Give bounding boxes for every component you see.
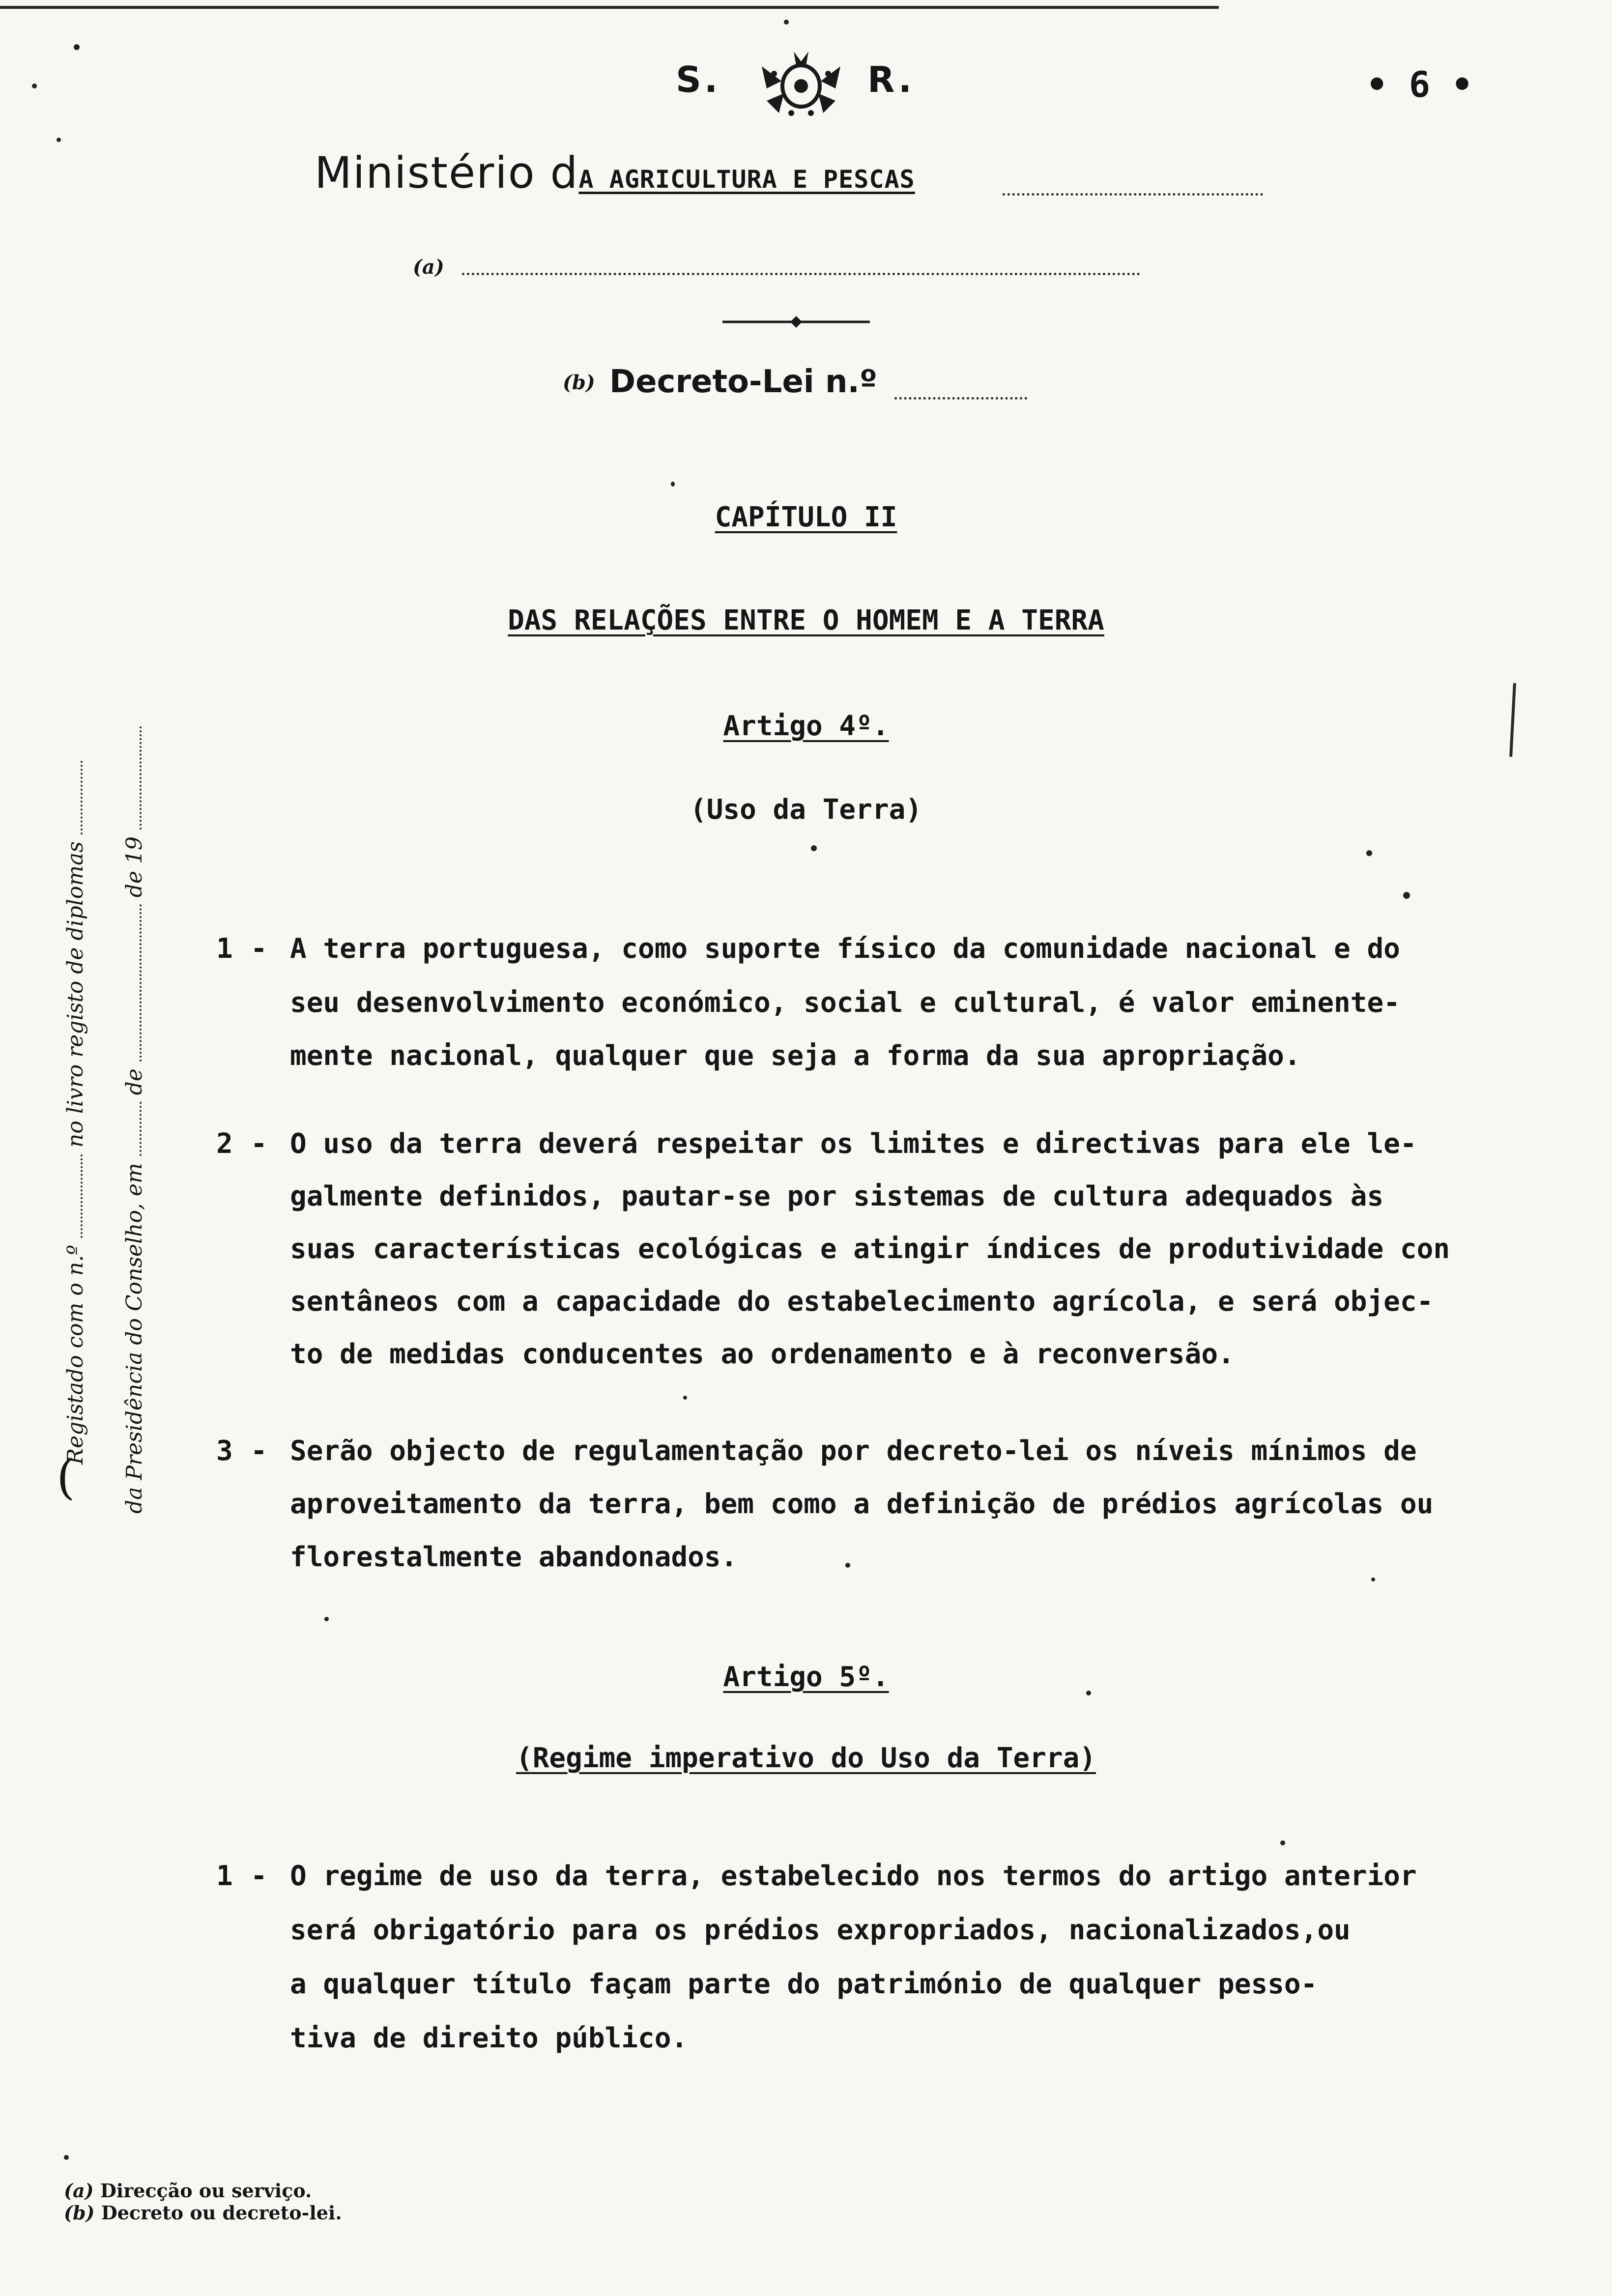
speck bbox=[32, 84, 37, 88]
footnote-b bbox=[64, 2202, 342, 2224]
line-a-fill-line bbox=[462, 273, 1140, 275]
clause-line: seu desenvolvimento económico, social e cultural, é valor eminente- bbox=[290, 987, 1400, 1019]
speck bbox=[324, 1617, 329, 1621]
clause-line: mente nacional, qualquer que seja a forma da sua apropriação. bbox=[290, 1040, 1301, 1072]
decreto-fill-line bbox=[894, 397, 1027, 400]
margin-bracket: ( bbox=[57, 1450, 75, 1505]
article5-subtitle bbox=[0, 1742, 1612, 1774]
speck bbox=[1280, 1840, 1285, 1845]
clause-line: será obrigatório para os prédios expropriados, nacionalizados,ou bbox=[290, 1914, 1351, 1946]
clause-line: Serão objecto de regulamentação por decreto-lei os níveis mínimos de bbox=[290, 1435, 1417, 1467]
margin-text: Registado com o n.º bbox=[63, 1245, 88, 1464]
speck bbox=[845, 1563, 850, 1568]
clause-dash: - bbox=[251, 1435, 267, 1467]
clause-line: florestalmente abandonados. bbox=[290, 1541, 738, 1573]
speck bbox=[1371, 1578, 1375, 1581]
article4-subtitle bbox=[0, 794, 1612, 826]
margin-text: da Presidência do Conselho, em bbox=[122, 1163, 147, 1514]
ministry-prefix: Ministério d bbox=[315, 147, 579, 198]
speck bbox=[683, 1396, 687, 1400]
clause-dash: - bbox=[251, 933, 267, 965]
article5-subtitle-text: (Regime imperativo do Uso da Terra) bbox=[516, 1742, 1096, 1774]
speck bbox=[671, 482, 675, 487]
footnote-text: Decreto ou decreto-lei. bbox=[101, 2202, 342, 2224]
page-number-value: 6 bbox=[1409, 64, 1431, 105]
ministry-line bbox=[315, 147, 1268, 198]
speck bbox=[1403, 892, 1410, 899]
clause-line: O regime de uso da terra, estabelecido nos termos do artigo anterior bbox=[290, 1860, 1417, 1892]
article4-title-text: Artigo 4º. bbox=[723, 710, 889, 742]
margin-fill-line bbox=[81, 761, 83, 834]
clause-line: aproveitamento da terra, bem como a definição de prédios agrícolas ou bbox=[290, 1488, 1434, 1520]
clause-dash: - bbox=[251, 1860, 267, 1892]
margin-fill-line bbox=[81, 1154, 83, 1238]
clause-line: suas características ecológicas e atingir índices de produtividade con bbox=[290, 1233, 1450, 1265]
clause-number: 1 bbox=[216, 1860, 233, 1892]
article5-title-text: Artigo 5º. bbox=[723, 1661, 889, 1693]
margin-fill-line bbox=[140, 726, 142, 830]
chapter-title-text: CAPÍTULO II bbox=[715, 501, 897, 533]
clause-line: tiva de direito público. bbox=[290, 2022, 688, 2054]
clause-line: A terra portuguesa, como suporte físico da comunidade nacional e do bbox=[290, 933, 1400, 965]
article4-title bbox=[0, 710, 1612, 742]
header-left-letter: S. bbox=[676, 59, 721, 100]
footnote-text: Direcção ou serviço. bbox=[100, 2180, 312, 2202]
clause-line: O uso da terra deverá respeitar os limites e directivas para ele le- bbox=[290, 1128, 1417, 1160]
page-number: • 6 • bbox=[1366, 64, 1473, 105]
clause-dash: - bbox=[251, 1128, 267, 1160]
speck bbox=[74, 44, 80, 50]
clause-number: 3 bbox=[216, 1435, 233, 1467]
article5-title bbox=[0, 1661, 1612, 1693]
clause-number: 1 bbox=[216, 933, 233, 965]
margin-fill-line bbox=[140, 904, 142, 1062]
divider-ornament bbox=[722, 315, 870, 329]
top-rule bbox=[0, 6, 1219, 9]
footnote-marker: (b) bbox=[64, 2202, 95, 2224]
speck bbox=[784, 20, 789, 25]
clause-number: 2 bbox=[216, 1128, 233, 1160]
speck bbox=[64, 2155, 69, 2160]
decreto-marker: (b) bbox=[563, 371, 595, 394]
footnote-marker: (a) bbox=[64, 2180, 94, 2202]
ministry-name: A AGRICULTURA E PESCAS bbox=[578, 165, 915, 194]
speck bbox=[1366, 850, 1372, 856]
line-a-marker: (a) bbox=[413, 256, 444, 279]
clause-line: galmente definidos, pautar-se por sistemas de cultura adequados às bbox=[290, 1180, 1384, 1212]
chapter-subtitle bbox=[0, 604, 1612, 636]
clause-line: to de medidas conducentes ao ordenamento e à reconversão. bbox=[290, 1338, 1235, 1370]
coat-of-arms-icon bbox=[752, 47, 850, 120]
article4-subtitle-text: (Uso da Terra) bbox=[690, 794, 922, 826]
decreto-label: Decreto-Lei n.º bbox=[609, 364, 877, 400]
ministry-fill-line bbox=[1003, 193, 1263, 196]
margin-text: de bbox=[122, 1068, 147, 1095]
margin-text: de 19 bbox=[122, 836, 147, 898]
margin-text: no livro bbox=[63, 1064, 88, 1148]
margin-registration-line-1 bbox=[63, 761, 88, 1464]
chapter-title bbox=[0, 501, 1612, 533]
speck bbox=[811, 845, 817, 851]
speck bbox=[1086, 1691, 1091, 1695]
clause-line: sentâneos com a capacidade do estabelecimento agrícola, e será objec- bbox=[290, 1286, 1434, 1318]
margin-fill-line bbox=[140, 1102, 142, 1156]
clause-line: a qualquer título façam parte do património de qualquer pesso- bbox=[290, 1968, 1318, 2000]
header-right-letter: R. bbox=[867, 59, 915, 100]
speck bbox=[57, 138, 61, 142]
footnote-a bbox=[64, 2180, 312, 2202]
margin-text: registo de diplomas bbox=[63, 841, 88, 1058]
margin-registration-line-2 bbox=[122, 726, 147, 1514]
chapter-subtitle-text: DAS RELAÇÕES ENTRE O HOMEM E A TERRA bbox=[508, 604, 1104, 636]
